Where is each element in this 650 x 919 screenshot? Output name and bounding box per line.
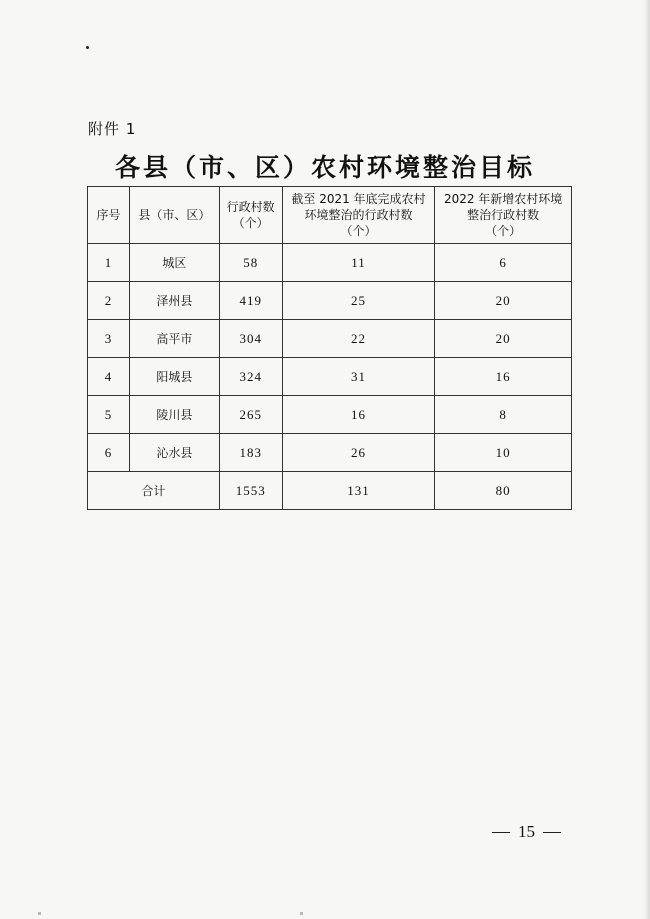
cell-county: 沁水县 xyxy=(129,434,219,472)
cell-done: 11 xyxy=(282,244,435,282)
header-seq xyxy=(88,187,130,244)
scan-mark xyxy=(38,912,41,915)
cell-new: 8 xyxy=(435,396,572,434)
cell-done: 31 xyxy=(282,358,435,396)
cell-seq: 1 xyxy=(88,244,130,282)
table-row xyxy=(88,282,572,320)
cell-new: 10 xyxy=(435,434,572,472)
cell-seq: 2 xyxy=(88,282,130,320)
attachment-label: 附件 1 xyxy=(88,120,137,138)
cell-villages: 419 xyxy=(219,282,282,320)
cell-seq: 5 xyxy=(88,396,130,434)
table-row xyxy=(88,434,572,472)
table-row xyxy=(88,244,572,282)
header-new-line1: 2022 年新增农村环境 xyxy=(443,192,563,206)
table-row xyxy=(88,396,572,434)
table-header-row xyxy=(88,187,572,244)
cell-new: 16 xyxy=(435,358,572,396)
cell-county: 高平市 xyxy=(129,320,219,358)
total-villages: 1553 xyxy=(219,472,282,510)
page-number-value: 15 xyxy=(518,822,535,841)
cell-seq: 6 xyxy=(88,434,130,472)
total-label: 合计 xyxy=(88,472,220,510)
header-done-line1: 截至 2021 年底完成农村 xyxy=(291,192,426,206)
cell-county: 陵川县 xyxy=(129,396,219,434)
header-county-text: 县（市、区） xyxy=(138,208,211,222)
table-total-row xyxy=(88,472,572,510)
scan-mark xyxy=(300,912,303,915)
cell-new: 20 xyxy=(435,282,572,320)
cell-villages: 304 xyxy=(219,320,282,358)
cell-county: 阳城县 xyxy=(129,358,219,396)
header-villages-line2: （个） xyxy=(232,216,269,230)
cell-villages: 183 xyxy=(219,434,282,472)
header-villages xyxy=(219,187,282,244)
cell-done: 16 xyxy=(282,396,435,434)
table-row xyxy=(88,320,572,358)
cell-seq: 3 xyxy=(88,320,130,358)
cell-villages: 265 xyxy=(219,396,282,434)
cell-done: 22 xyxy=(282,320,435,358)
cell-done: 26 xyxy=(282,434,435,472)
dash-left xyxy=(492,832,510,833)
header-new xyxy=(435,187,572,244)
header-done-line3: （个） xyxy=(340,224,377,238)
header-villages-line1: 行政村数 xyxy=(226,200,275,214)
total-new: 80 xyxy=(435,472,572,510)
header-seq-text: 序号 xyxy=(96,208,121,222)
cell-villages: 324 xyxy=(219,358,282,396)
dash-right xyxy=(543,832,561,833)
table-row xyxy=(88,358,572,396)
cell-new: 6 xyxy=(435,244,572,282)
header-new-line2: 整治行政村数 xyxy=(467,208,540,222)
cell-seq: 4 xyxy=(88,358,130,396)
header-done xyxy=(282,187,435,244)
cell-done: 25 xyxy=(282,282,435,320)
cell-county: 城区 xyxy=(129,244,219,282)
page-number xyxy=(492,822,561,842)
cell-new: 20 xyxy=(435,320,572,358)
cell-villages: 58 xyxy=(219,244,282,282)
header-new-line3: （个） xyxy=(485,224,522,238)
targets-table xyxy=(87,186,572,510)
document-title: 各县（市、区）农村环境整治目标 xyxy=(114,153,535,182)
total-done: 131 xyxy=(282,472,435,510)
cell-county: 泽州县 xyxy=(129,282,219,320)
page-edge xyxy=(644,0,650,919)
header-done-line2: 环境整治的行政村数 xyxy=(304,208,413,222)
scan-dot xyxy=(86,46,89,49)
header-county xyxy=(129,187,219,244)
